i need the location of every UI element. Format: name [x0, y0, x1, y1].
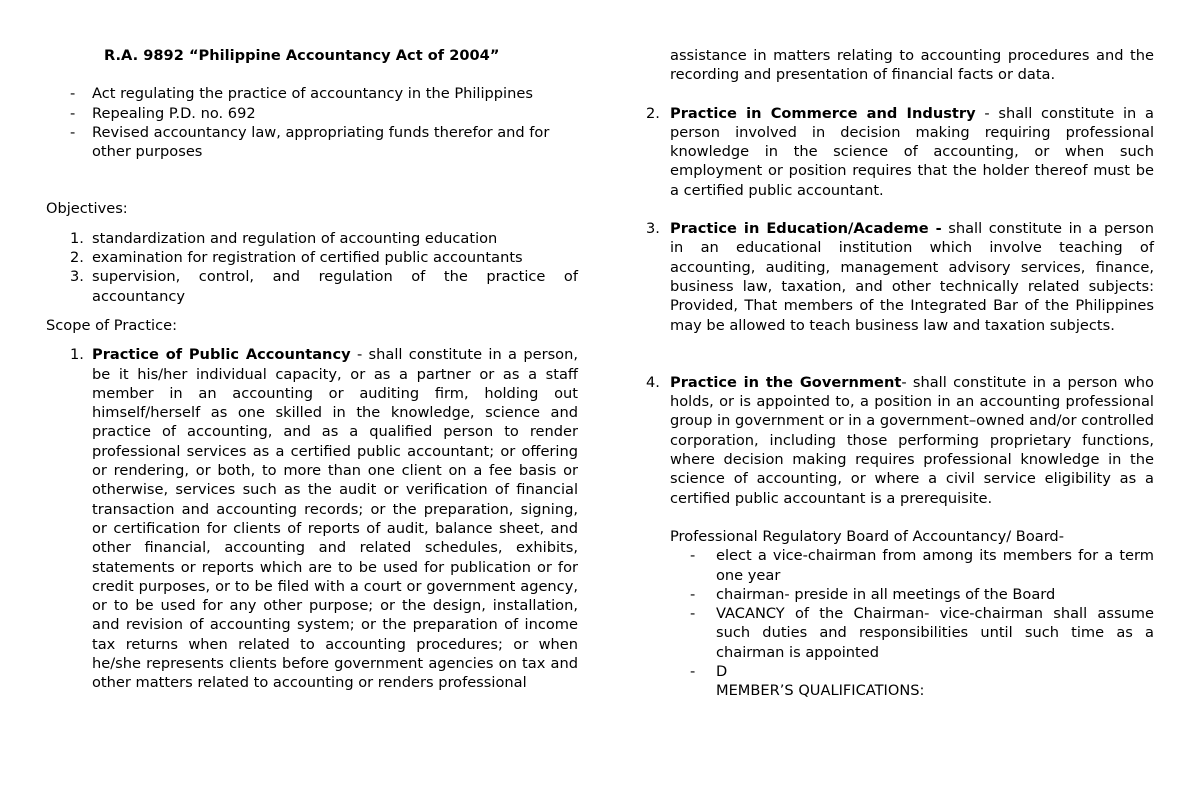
- list-item: [70, 267, 578, 306]
- number-marker: 2.: [70, 249, 84, 267]
- list-item: [70, 84, 578, 103]
- intro-item-text: Revised accountancy law, appropriating funds therefor and for other purposes: [92, 123, 550, 161]
- list-item: [670, 585, 1154, 604]
- list-item: [70, 123, 578, 162]
- scope-continuation: [646, 46, 1154, 85]
- board-section: [646, 527, 1154, 701]
- scope-item-text: - shall constitute in a person who holds, or is appointed to, a position in an accounting professional group in government or in a government–owned and/or controlled corporation, including those performing proprietary functions, where decision making requires professional knowledge in the science of accounting, or where a civil service eligibility as a certified public accountant is a prerequisite.: [670, 373, 1154, 507]
- member-qualifications-heading: MEMBER’S QUALIFICATIONS:: [716, 682, 925, 700]
- dash-marker: -: [70, 104, 76, 122]
- intro-item-text: Act regulating the practice of accountancy in the Philippines: [92, 85, 533, 103]
- board-item-text: chairman- preside in all meetings of the Board: [716, 585, 1056, 603]
- list-item: [670, 662, 1154, 701]
- list-item: [70, 248, 578, 267]
- scope-heading: Scope of Practice:: [46, 316, 178, 334]
- objectives-list: [46, 229, 578, 306]
- list-item: [70, 345, 578, 692]
- dash-marker: -: [690, 605, 696, 623]
- objective-text: standardization and regulation of accounting education: [92, 229, 498, 247]
- scope-item-text: - shall constitute in a person involved in decision making requiring professional knowledge in the science of accounting, or when such employment or position requires that the holder thereof must be a certified public accountant.: [670, 104, 1154, 199]
- scope-item-title: Practice of Public Accountancy: [92, 346, 351, 364]
- board-item-text: elect a vice-chairman from among its members for a term one year: [716, 547, 1154, 584]
- board-item-text: VACANCY of the Chairman- vice-chairman shall assume such duties and responsibilities until such time as a chairman is appointed: [716, 605, 1154, 661]
- objective-text: supervision, control, and regulation of the practice of accountancy: [92, 268, 578, 305]
- number-marker: 3.: [70, 268, 84, 286]
- dash-marker: -: [690, 547, 696, 565]
- scope-item-text: shall constitute in a person in an educational institution which involve teaching of accounting, auditing, management advisory services, finance, business law, taxation, and other technically related subjects: Provided, That members of the Integrated Bar of the Philippines may be allowed to teach business law and taxation subjects.: [670, 220, 1154, 334]
- list-item: [70, 229, 578, 248]
- scope-item-title: Practice in Education/Academe -: [670, 220, 942, 238]
- number-marker: 3.: [646, 220, 660, 238]
- intro-item-text: Repealing P.D. no. 692: [92, 104, 256, 122]
- right-column: [646, 46, 1154, 701]
- objectives-heading: Objectives:: [46, 200, 128, 218]
- intro-list: [46, 84, 578, 161]
- scope-item: [646, 373, 1154, 508]
- left-column: [46, 46, 578, 693]
- number-marker: 1.: [70, 346, 84, 364]
- dash-marker: -: [70, 123, 76, 141]
- board-heading: Professional Regulatory Board of Accountancy/ Board-: [670, 527, 1064, 545]
- dash-marker: -: [690, 585, 696, 603]
- list-item: [670, 604, 1154, 662]
- continuation-text: assistance in matters relating to accounting procedures and the recording and presentation of financial facts or data.: [670, 47, 1154, 84]
- scope-item-title: Practice in the Government: [670, 373, 902, 391]
- number-marker: 2.: [646, 104, 660, 122]
- scope-item-text: - shall constitute in a person, be it his/her individual capacity, or as a partner or as a staff member in an accounting or auditing firm, holding out himself/herself as one skilled in the knowledge, science and practice of accounting, and as a qualified person to render professional services as a certified public accountant; or offering or rendering, or both, to more than one client on a fee basis or otherwise, services such as the audit or verification of financial transaction and accounting records; or the preparation, signing, or certification for clients of reports of audit, balance sheet, and other financial, accounting and related schedules, exhibits, statements or reports which are to be used for publication or for credit purposes, or to be filed with a court or government agency, or to be used for any other purpose; or the design, installation, and revision of accounting system; or the preparation of income tax returns when related to accounting procedures; or when he/she represents clients before government agencies on tax and other matters related to accounting or renders professional: [92, 346, 578, 692]
- objective-text: examination for registration of certified public accountants: [92, 249, 523, 267]
- scope-item: [646, 219, 1154, 335]
- list-item: [70, 104, 578, 123]
- scope-item-title: Practice in Commerce and Industry: [670, 104, 976, 122]
- dash-marker: -: [690, 663, 696, 681]
- document-title: R.A. 9892 “Philippine Accountancy Act of 2004”: [104, 47, 500, 64]
- number-marker: 1.: [70, 229, 84, 247]
- scope-item: [646, 104, 1154, 200]
- number-marker: 4.: [646, 373, 660, 391]
- list-item: [670, 546, 1154, 585]
- scope-list: [46, 345, 578, 692]
- board-item-text: D: [716, 663, 728, 681]
- dash-marker: -: [70, 85, 76, 103]
- board-list: [670, 546, 1154, 700]
